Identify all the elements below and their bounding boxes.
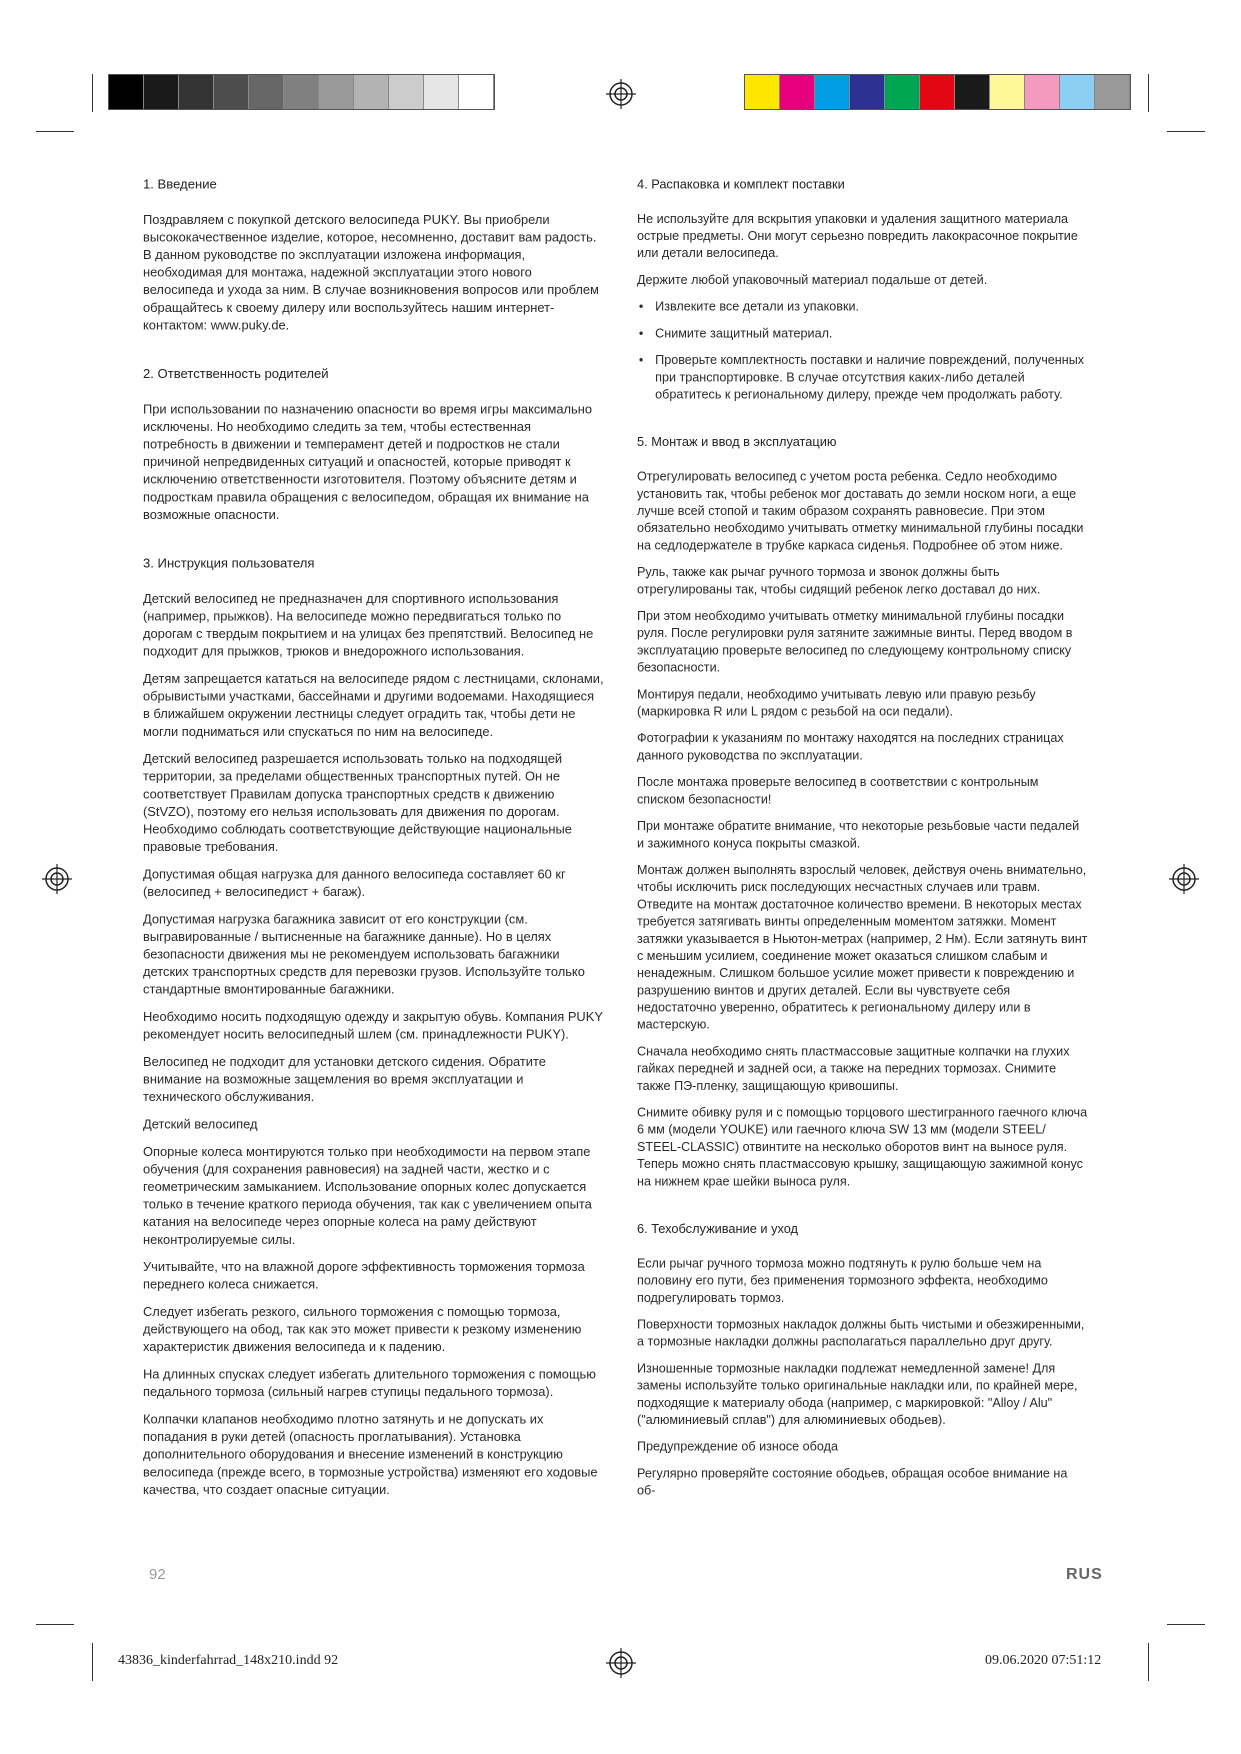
section-introduction — [143, 176, 604, 334]
section-title: 4. Распаковка и комплект поставки — [637, 176, 845, 192]
color-swatch — [850, 75, 885, 109]
paragraph: Допустимая общая нагрузка для данного велосипеда составляет 60 кг (велосипед + велосипедист + багаж). — [143, 866, 566, 899]
paragraph: При этом необходимо учитывать отметку минимальной глубины посадки руля. После регулировки руля затяните зажимные винты. Перед вводом в эксплуатацию проверьте велосипед по следующему контрольному списку безопасности. — [637, 608, 1073, 675]
section-title: 6. Техобслуживание и уход — [637, 1221, 799, 1236]
registration-mark-icon — [606, 1648, 636, 1678]
gray-calibration-bar — [108, 74, 495, 110]
crop-mark — [1167, 131, 1205, 132]
slug-date: 09.06.2020 07:51:12 — [985, 1653, 1102, 1668]
section-title: 1. Введение — [143, 176, 217, 192]
paragraph: Колпачки клапанов необходимо плотно затянуть и не допускать их попадания в руки детей (опасность проглатывания). Установка дополнительного оборудования и внесение изменений в конструкцию велосипеда (прежде всего, в тормозные устройства) изменяют его ходовые качества, что создает опасные ситуации. — [143, 1411, 598, 1497]
crop-mark — [1148, 1643, 1149, 1681]
registration-mark-icon — [1169, 864, 1199, 894]
paragraph: При использовании по назначению опасности во время игры максимально исключены. Но необходимо следить за тем, чтобы естественная потребность в движении и темперамент детей и подростков не стали причиной непредвиденных ситуаций и опасностей, которые приводят к исключению ответственности изготовителя. Поэтому объясните детям и подросткам правила обращения с велосипедом, обращая их внимание на возможные опасности. — [143, 401, 593, 522]
paragraph: Учитывайте, что на влажной дороге эффективность торможения тормоза переднего колеса снижается. — [143, 1259, 585, 1292]
paragraph: При монтаже обратите внимание, что некоторые резьбовые части педалей и зажимного конуса покрыты смазкой. — [637, 818, 1080, 851]
list-item: • Проверьте комплектность поставки и наличие повреждений, полученных при транспортировке. В случае отсутствия каких-либо деталей обратитесь к региональному дилеру, прежде чем продолжать работу. — [637, 352, 1088, 404]
paragraph: Детям запрещается кататься на велосипеде рядом с лестницами, склонами, обрывистыми участками, бассейнами и другими водоемами. Находящиеся в ближайшем окружении лестницы следует оградить так, чтобы дети не могли подниматься или спускаться по ним на велосипеде. — [143, 671, 604, 739]
color-swatch — [780, 75, 815, 109]
registration-mark-icon — [42, 864, 72, 894]
color-swatch — [955, 75, 990, 109]
bullet-list — [637, 298, 1088, 403]
color-swatch — [389, 75, 424, 109]
paragraph: Фотографии к указаниям по монтажу находятся на последних страницах данного руководства по эксплуатации. — [637, 730, 1064, 763]
page-number: 92 — [149, 1566, 166, 1583]
color-calibration-bar — [744, 74, 1131, 110]
section-title: 5. Монтаж и ввод в эксплуатацию — [637, 434, 837, 450]
section-title: 3. Инструкция пользователя — [143, 556, 315, 571]
color-swatch — [284, 75, 319, 109]
paragraph: Поверхности тормозных накладок должны быть чистыми и обезжиренными, а тормозные накладки должны располагаться параллельно друг другу. — [637, 1317, 1085, 1349]
color-swatch — [214, 75, 249, 109]
color-swatch — [109, 75, 144, 109]
paragraph: Снимите обивку руля и с помощью торцового шестигранного гаечного ключа 6 мм (модели YOUKE) или гаечного ключа SW 13 мм (модели STEEL/ STEEL-CLASSIC) отвинтите на несколько оборотов винт на выносе руля. Теперь можно снять пластмассовую крышку, защищающую зажимной конус на нижнем крае шейки выноса руля. — [637, 1105, 1088, 1189]
color-swatch — [815, 75, 850, 109]
color-swatch — [1025, 75, 1060, 109]
color-swatch — [424, 75, 459, 109]
color-swatch — [459, 75, 494, 109]
slug-filename: 43836_kinderfahrrad_148x210.indd 92 — [118, 1653, 339, 1668]
paragraph: Необходимо носить подходящую одежду и закрытую обувь. Компания PUKY рекомендует носить велосипедный шлем (см. принадлежности PUKY). — [143, 1009, 603, 1042]
crop-mark — [92, 1643, 93, 1681]
subheading: Предупреждение об износе обода — [637, 1439, 838, 1454]
paragraph: Допустимая нагрузка багажника зависит от его конструкции (см. выгравированные / вытисненные на багажнике данные). Но в целях безопасности движения мы не рекомендуем использовать багажники детских транспортных средств для перевозки грузов. Используйте только стандартные вмонтированные багажники. — [143, 911, 585, 997]
paragraph: Детский велосипед разрешается использовать только на подходящей территории, за пределами общественных транспортных путей. Он не соответствует Правилам допуска транспортных средств к движению (StVZO), поэтому его нельзя использовать для движения по дорогам. Необходимо соблюдать соответствующие действующие национальные правовые требования. — [143, 751, 572, 854]
paragraph: На длинных спусках следует избегать длительного торможения с помощью педального тормоза (сильный нагрев ступицы педального тормоза). — [143, 1366, 596, 1400]
list-item: • Извлеките все детали из упаковки. — [637, 298, 1088, 315]
paragraph: Детский велосипед не предназначен для спортивного использования (например, прыжков). На велосипеде можно передвигаться только по дорогам с твердым покрытием и на улицах без препятствий. Велосипед не подходит для прыжков, трюков и внедорожного использования. — [143, 591, 594, 659]
paragraph: Монтируя педали, необходимо учитывать левую или правую резьбу (маркировка R или L рядом с резьбой на оси педали). — [637, 686, 1036, 719]
paragraph: Не используйте для вскрытия упаковки и удаления защитного материала острые предметы. Они могут серьезно повредить лакокрасочное покрытие или детали велосипеда. — [637, 211, 1078, 261]
color-swatch — [920, 75, 955, 109]
color-swatch — [354, 75, 389, 109]
left-column — [143, 176, 604, 1530]
color-swatch — [1095, 75, 1130, 109]
section-assembly — [637, 434, 1088, 1190]
paragraph: Отрегулировать велосипед с учетом роста ребенка. Седло необходимо установить так, чтобы ребенок мог доставать до земли носком ноги, а еще лучше всей стопой и таким образом сохранять равновесие. При этом обязательно необходимо учитывать отметку минимальной глубины посадки на седлодержателе в трубке каркаса сиденья. Подробнее об этом ниже. — [637, 469, 1084, 553]
paragraph: Опорные колеса монтируются только при необходимости на первом этапе обучения (для сохранения равновесия) на задней части, жестко и с геометрическим замыканием. Использование опорных колес допускается только в течение краткого периода обучения, так как с увеличением опыта катания на велосипеде через опорные колеса на раму действуют неконтролируемые силы. — [143, 1144, 592, 1247]
crop-mark — [36, 131, 74, 132]
color-swatch — [319, 75, 354, 109]
section-parents-responsibility — [143, 366, 604, 524]
color-swatch — [179, 75, 214, 109]
paragraph: Если рычаг ручного тормоза можно подтянуть к рулю больше чем на половину его пути, без применения тормозного эффекта, необходимо подрегулировать тормоз. — [637, 1255, 1048, 1305]
crop-mark — [92, 74, 93, 112]
color-swatch — [885, 75, 920, 109]
paragraph: После монтажа проверьте велосипед в соответствии с контрольным списком безопасности! — [637, 774, 1039, 807]
section-user-instructions — [143, 555, 604, 1499]
crop-mark — [1167, 1624, 1205, 1625]
paragraph: Изношенные тормозные накладки подлежат немедленной замене! Для замены используйте только оригинальные накладки или, по крайней мере, подходящие к материалу обода (например, с маркировкой: "Alloy / Alu" ("алюминиевый сплав") для алюминиевых ободьев). — [637, 1360, 1078, 1427]
color-swatch — [144, 75, 179, 109]
language-label: RUS — [1066, 1566, 1103, 1583]
paragraph: Сначала необходимо снять пластмассовые защитные колпачки на глухих гайках передней и задней оси, а также на передних тормозах. Снимите также ПЭ-пленку, защищающую кривошипы. — [637, 1043, 1070, 1093]
paragraph: Следует избегать резкого, сильного торможения с помощью тормоза, действующего на обод, так как это может привести к резкому изменению характеристик движения велосипеда и к падению. — [143, 1304, 582, 1355]
section-title: 2. Ответственность родителей — [143, 366, 329, 382]
paragraph: Регулярно проверяйте состояние ободьев, обращая особое внимание на об- — [637, 1466, 1068, 1498]
section-unpacking — [637, 176, 1088, 403]
paragraph: Руль, также как рычаг ручного тормоза и звонок должны быть отрегулированы так, чтобы сидящий ребенок легко доставал до них. — [637, 564, 1041, 597]
list-item: • Снимите защитный материал. — [637, 325, 1088, 342]
section-maintenance — [637, 1221, 1088, 1500]
paragraph: Велосипед не подходит для установки детского сидения. Обратите внимание на возможные защемления во время эксплуатации и технического обслуживания. — [143, 1054, 546, 1105]
paragraph: Держите любой упаковочный материал подальше от детей. — [637, 272, 988, 287]
color-swatch — [249, 75, 284, 109]
paragraph: Поздравляем с покупкой детского велосипеда PUKY. Вы приобрели высококачественное изделие, которое, несомненно, доставит вам радость. В данном руководстве по эксплуатации изложена информация, необходимая для монтажа, надежной эксплуатации этого нового велосипеда и ухода за ним. В случае возникновения вопросов или проблем обращайтесь к своему дилеру или воспользуйтесь нашим интернет-контактом: www.puky.de. — [143, 212, 599, 333]
registration-mark-icon — [606, 79, 636, 109]
right-column — [637, 176, 1088, 1530]
color-swatch — [1060, 75, 1095, 109]
subheading: Детский велосипед — [143, 1116, 258, 1132]
color-swatch — [745, 75, 780, 109]
crop-mark — [36, 1624, 74, 1625]
color-swatch — [990, 75, 1025, 109]
paragraph: Монтаж должен выполнять взрослый человек, действуя очень внимательно, чтобы исключить риск последующих несчастных случаев или травм. Отведите на монтаж достаточное количество времени. В некоторых местах требуется затягивать винты определенным моментом затяжки. Момент затяжки указывается в Ньютон-метрах (например, 2 Нм). Если затянуть винт с меньшим усилием, соединение может оказаться слишком слабым и ненадежным. Слишком большое усилие может привести к повреждению и разрушению винтов и других деталей. Если вы чувствуете себя недостаточно уверенно, обратитесь к региональному дилеру или в мастерскую. — [637, 862, 1088, 1032]
crop-mark — [1148, 74, 1149, 112]
